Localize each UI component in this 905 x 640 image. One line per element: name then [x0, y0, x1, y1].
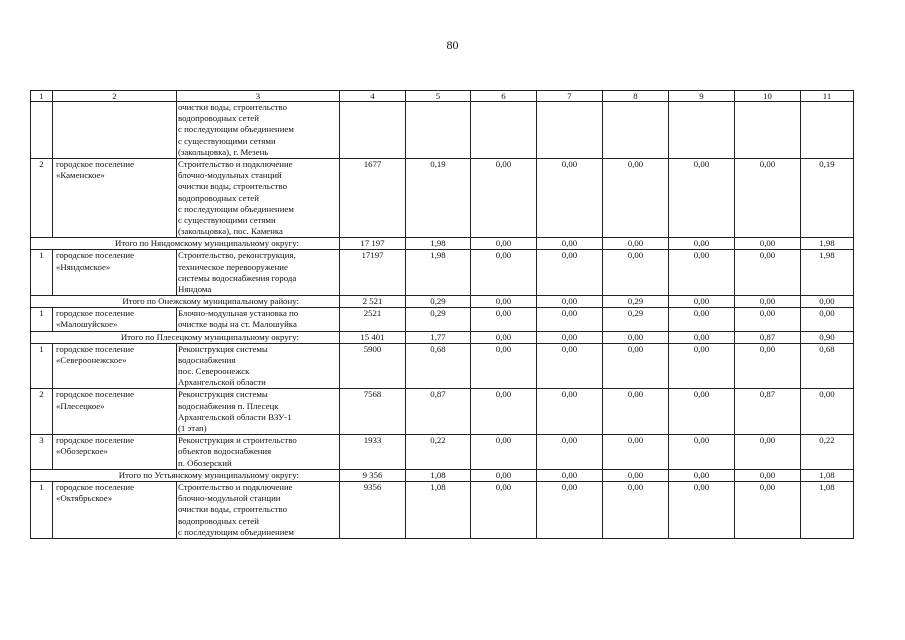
value-cell-col-6: 0,00: [471, 343, 537, 389]
column-number: 6: [471, 91, 537, 102]
settlement-cell: [53, 250, 177, 296]
value-cell-col-7: 0,00: [537, 331, 603, 343]
value-cell-col-4: 9356: [340, 481, 406, 538]
value-cell-col-8: 0,00: [603, 250, 669, 296]
value-cell-col-10: 0,00: [735, 296, 801, 308]
value-cell-col-6: 0,00: [471, 308, 537, 331]
value-cell-col-11: 0,00: [801, 308, 854, 331]
object-line: очистки воды, строительство: [178, 181, 288, 192]
column-number: 11: [801, 91, 854, 102]
object-cell: [177, 389, 340, 435]
value-cell-col-5: 1,98: [406, 238, 471, 250]
table-row: [31, 250, 854, 296]
object-line: с последующим объединением: [178, 203, 294, 214]
value-cell-col-8: 0,00: [603, 331, 669, 343]
object-cell: [177, 435, 340, 470]
row-number-cell: 1: [31, 481, 53, 538]
value-cell-col-6: 0,00: [471, 296, 537, 308]
settlement-line: городское поселение: [56, 389, 135, 400]
object-line: Блочно-модульная установка по: [178, 308, 299, 319]
settlement-line: городское поселение: [56, 435, 135, 446]
total-row: [31, 238, 854, 250]
column-number: 2: [53, 91, 177, 102]
object-line: Реконструкция системы: [178, 389, 268, 400]
table-row: [31, 308, 854, 331]
value-cell-col-4: [340, 102, 406, 159]
settlement-line: городское поселение: [56, 308, 135, 319]
value-cell-col-10: [735, 102, 801, 159]
settlement-line: «Плесецкое»: [56, 400, 105, 411]
object-line: водопроводных сетей: [178, 192, 259, 203]
value-cell-col-10: 0,00: [735, 308, 801, 331]
column-number: 8: [603, 91, 669, 102]
object-line: водоснабжения п. Плесецк: [178, 400, 279, 411]
settlement-line: «Североонежское»: [56, 354, 127, 365]
settlement-line: «Малошуйское»: [56, 319, 118, 330]
value-cell-col-6: 0,00: [471, 435, 537, 470]
value-cell-col-4: 1933: [340, 435, 406, 470]
column-number: 1: [31, 91, 53, 102]
page-number: 80: [446, 38, 459, 52]
object-cell: [177, 308, 340, 331]
value-cell-col-7: 0,00: [537, 238, 603, 250]
value-cell-col-10: 0,00: [735, 435, 801, 470]
value-cell-col-5: 0,29: [406, 296, 471, 308]
value-cell-col-7: 0,00: [537, 343, 603, 389]
object-line: Архангельской области ВЗУ-1: [178, 411, 292, 422]
value-cell-col-7: 0,00: [537, 389, 603, 435]
value-cell-col-5: 0,19: [406, 159, 471, 238]
row-number-cell: 2: [31, 389, 53, 435]
value-cell-col-5: 0,22: [406, 435, 471, 470]
value-cell-col-10: 0,00: [735, 343, 801, 389]
value-cell-col-8: [603, 102, 669, 159]
object-line: блочно-модульной станции: [178, 493, 281, 504]
settlement-line: городское поселение: [56, 481, 135, 492]
object-line: техническое перевооружение: [178, 261, 288, 272]
row-number-cell: 1: [31, 250, 53, 296]
column-number: 10: [735, 91, 801, 102]
value-cell-col-4: 17197: [340, 250, 406, 296]
value-cell-col-6: 0,00: [471, 469, 537, 481]
total-row: [31, 469, 854, 481]
value-cell-col-6: 0,00: [471, 159, 537, 238]
value-cell-col-11: [801, 102, 854, 159]
object-line: очистки воды, строительство: [178, 504, 288, 515]
value-cell-col-8: 0,00: [603, 343, 669, 389]
row-number-cell: [31, 102, 53, 159]
settlement-line: городское поселение: [56, 159, 135, 170]
object-line: Строительство и подключение: [178, 159, 293, 170]
value-cell-col-10: 0,87: [735, 389, 801, 435]
value-cell-col-11: 0,00: [801, 389, 854, 435]
value-cell-col-11: 0,68: [801, 343, 854, 389]
settlement-cell: [53, 308, 177, 331]
value-cell-col-8: 0,00: [603, 389, 669, 435]
value-cell-col-8: 0,00: [603, 469, 669, 481]
value-cell-col-11: 1,08: [801, 481, 854, 538]
value-cell-col-9: 0,00: [669, 296, 735, 308]
value-cell-col-9: 0,00: [669, 343, 735, 389]
value-cell-col-5: 0,29: [406, 308, 471, 331]
value-cell-col-7: 0,00: [537, 469, 603, 481]
object-line: Строительство, реконструкция,: [178, 250, 296, 261]
settlement-line: «Каменское»: [56, 170, 105, 181]
value-cell-col-8: 0,00: [603, 435, 669, 470]
value-cell-col-5: 1,98: [406, 250, 471, 296]
value-cell-col-5: 1,77: [406, 331, 471, 343]
total-row: [31, 331, 854, 343]
value-cell-col-9: 0,00: [669, 159, 735, 238]
object-line: (закольцовка), пос. Каменка: [178, 226, 283, 237]
total-label: Итого по Устьянскому муниципальному округу:: [31, 469, 340, 481]
value-cell-col-4: 17 197: [340, 238, 406, 250]
value-cell-col-7: 0,00: [537, 308, 603, 331]
value-cell-col-7: 0,00: [537, 159, 603, 238]
value-cell-col-9: 0,00: [669, 308, 735, 331]
object-line: объектов водоснабжения: [178, 446, 272, 457]
value-cell-col-5: [406, 102, 471, 159]
object-cell: [177, 159, 340, 238]
value-cell-col-8: 0,29: [603, 296, 669, 308]
value-cell-col-9: 0,00: [669, 435, 735, 470]
object-line: с существующими сетями: [178, 135, 276, 146]
value-cell-col-9: 0,00: [669, 389, 735, 435]
settlement-line: «Няндомское»: [56, 261, 111, 272]
column-number-row: [31, 91, 854, 102]
value-cell-col-10: 0,00: [735, 469, 801, 481]
value-cell-col-4: 2 521: [340, 296, 406, 308]
table-row: [31, 481, 854, 538]
value-cell-col-10: 0,00: [735, 159, 801, 238]
object-line: с последующим объединением: [178, 124, 294, 135]
settlement-line: городское поселение: [56, 250, 135, 261]
row-number-cell: 2: [31, 159, 53, 238]
value-cell-col-9: 0,00: [669, 250, 735, 296]
value-cell-col-11: 0,19: [801, 159, 854, 238]
value-cell-col-10: 0,00: [735, 250, 801, 296]
object-cell: [177, 481, 340, 538]
value-cell-col-5: 0,87: [406, 389, 471, 435]
settlement-cell: [53, 389, 177, 435]
value-cell-col-8: 0,00: [603, 159, 669, 238]
continuation-row: [31, 102, 854, 159]
value-cell-col-6: [471, 102, 537, 159]
value-cell-col-10: 0,00: [735, 481, 801, 538]
settlement-cell: [53, 343, 177, 389]
value-cell-col-8: 0,00: [603, 238, 669, 250]
object-line: водоснабжения: [178, 354, 236, 365]
total-label: Итого по Няндомскому муниципальному округу:: [31, 238, 340, 250]
value-cell-col-11: 0,90: [801, 331, 854, 343]
value-cell-col-11: 1,98: [801, 250, 854, 296]
value-cell-col-7: 0,00: [537, 481, 603, 538]
table-row: [31, 435, 854, 470]
value-cell-col-7: 0,00: [537, 296, 603, 308]
settlement-cell: [53, 435, 177, 470]
value-cell-col-11: 0,00: [801, 296, 854, 308]
value-cell-col-9: 0,00: [669, 238, 735, 250]
settlement-cell: [53, 159, 177, 238]
object-line: Реконструкция системы: [178, 343, 268, 354]
object-line: пос. Североонежск: [178, 366, 250, 377]
object-line: (закольцовка), г. Мезень: [178, 146, 269, 157]
object-line: (1 этап): [178, 423, 207, 434]
object-line: Реконструкция и строительство: [178, 435, 297, 446]
value-cell-col-7: 0,00: [537, 250, 603, 296]
value-cell-col-7: 0,00: [537, 435, 603, 470]
total-label: Итого по Плесецкому муниципальному округу:: [31, 331, 340, 343]
value-cell-col-4: 15 401: [340, 331, 406, 343]
object-line: Архангельской области: [178, 377, 266, 388]
value-cell-col-9: 0,00: [669, 331, 735, 343]
total-label: Итого по Онежскому муниципальному району:: [31, 296, 340, 308]
value-cell-col-5: 0,68: [406, 343, 471, 389]
value-cell-col-6: 0,00: [471, 238, 537, 250]
value-cell-col-11: 1,08: [801, 469, 854, 481]
object-line: водопроводных сетей: [178, 113, 259, 124]
object-line: с последующим объединением: [178, 526, 294, 537]
value-cell-col-4: 9 356: [340, 469, 406, 481]
settlement-cell: [53, 102, 177, 159]
value-cell-col-6: 0,00: [471, 250, 537, 296]
investment-table: [30, 90, 854, 539]
value-cell-col-6: 0,00: [471, 389, 537, 435]
row-number-cell: 3: [31, 435, 53, 470]
column-number: 7: [537, 91, 603, 102]
value-cell-col-8: 0,00: [603, 481, 669, 538]
value-cell-col-7: [537, 102, 603, 159]
value-cell-col-4: 5900: [340, 343, 406, 389]
object-line: водопроводных сетей: [178, 515, 259, 526]
value-cell-col-6: 0,00: [471, 331, 537, 343]
object-line: очистки воды, строительство: [178, 102, 288, 112]
table-row: [31, 159, 854, 238]
value-cell-col-10: 0,87: [735, 331, 801, 343]
value-cell-col-9: 0,00: [669, 469, 735, 481]
column-number: 3: [177, 91, 340, 102]
table-row: [31, 389, 854, 435]
column-number: 5: [406, 91, 471, 102]
object-line: системы водоснабжения города: [178, 272, 297, 283]
value-cell-col-9: 0,00: [669, 481, 735, 538]
value-cell-col-11: 1,98: [801, 238, 854, 250]
value-cell-col-5: 1,08: [406, 469, 471, 481]
value-cell-col-4: 7568: [340, 389, 406, 435]
row-number-cell: 1: [31, 308, 53, 331]
column-number: 4: [340, 91, 406, 102]
settlement-line: «Октябрьское»: [56, 493, 113, 504]
object-line: очистке воды на ст. Малошуйка: [178, 319, 297, 330]
column-number: 9: [669, 91, 735, 102]
row-number-cell: 1: [31, 343, 53, 389]
settlement-cell: [53, 481, 177, 538]
object-cell: [177, 102, 340, 159]
object-line: Няндома: [178, 284, 212, 295]
value-cell-col-10: 0,00: [735, 238, 801, 250]
total-row: [31, 296, 854, 308]
value-cell-col-6: 0,00: [471, 481, 537, 538]
value-cell-col-8: 0,29: [603, 308, 669, 331]
settlement-line: городское поселение: [56, 343, 135, 354]
object-line: с существующими сетями: [178, 215, 276, 226]
value-cell-col-4: 2521: [340, 308, 406, 331]
settlement-line: «Обозерское»: [56, 446, 108, 457]
object-line: Строительство и подключение: [178, 481, 293, 492]
value-cell-col-4: 1677: [340, 159, 406, 238]
value-cell-col-9: [669, 102, 735, 159]
value-cell-col-11: 0,22: [801, 435, 854, 470]
object-cell: [177, 343, 340, 389]
object-line: п. Обозерский: [178, 457, 232, 468]
object-cell: [177, 250, 340, 296]
object-line: блочно-модульных станций: [178, 170, 282, 181]
value-cell-col-5: 1,08: [406, 481, 471, 538]
table-row: [31, 343, 854, 389]
